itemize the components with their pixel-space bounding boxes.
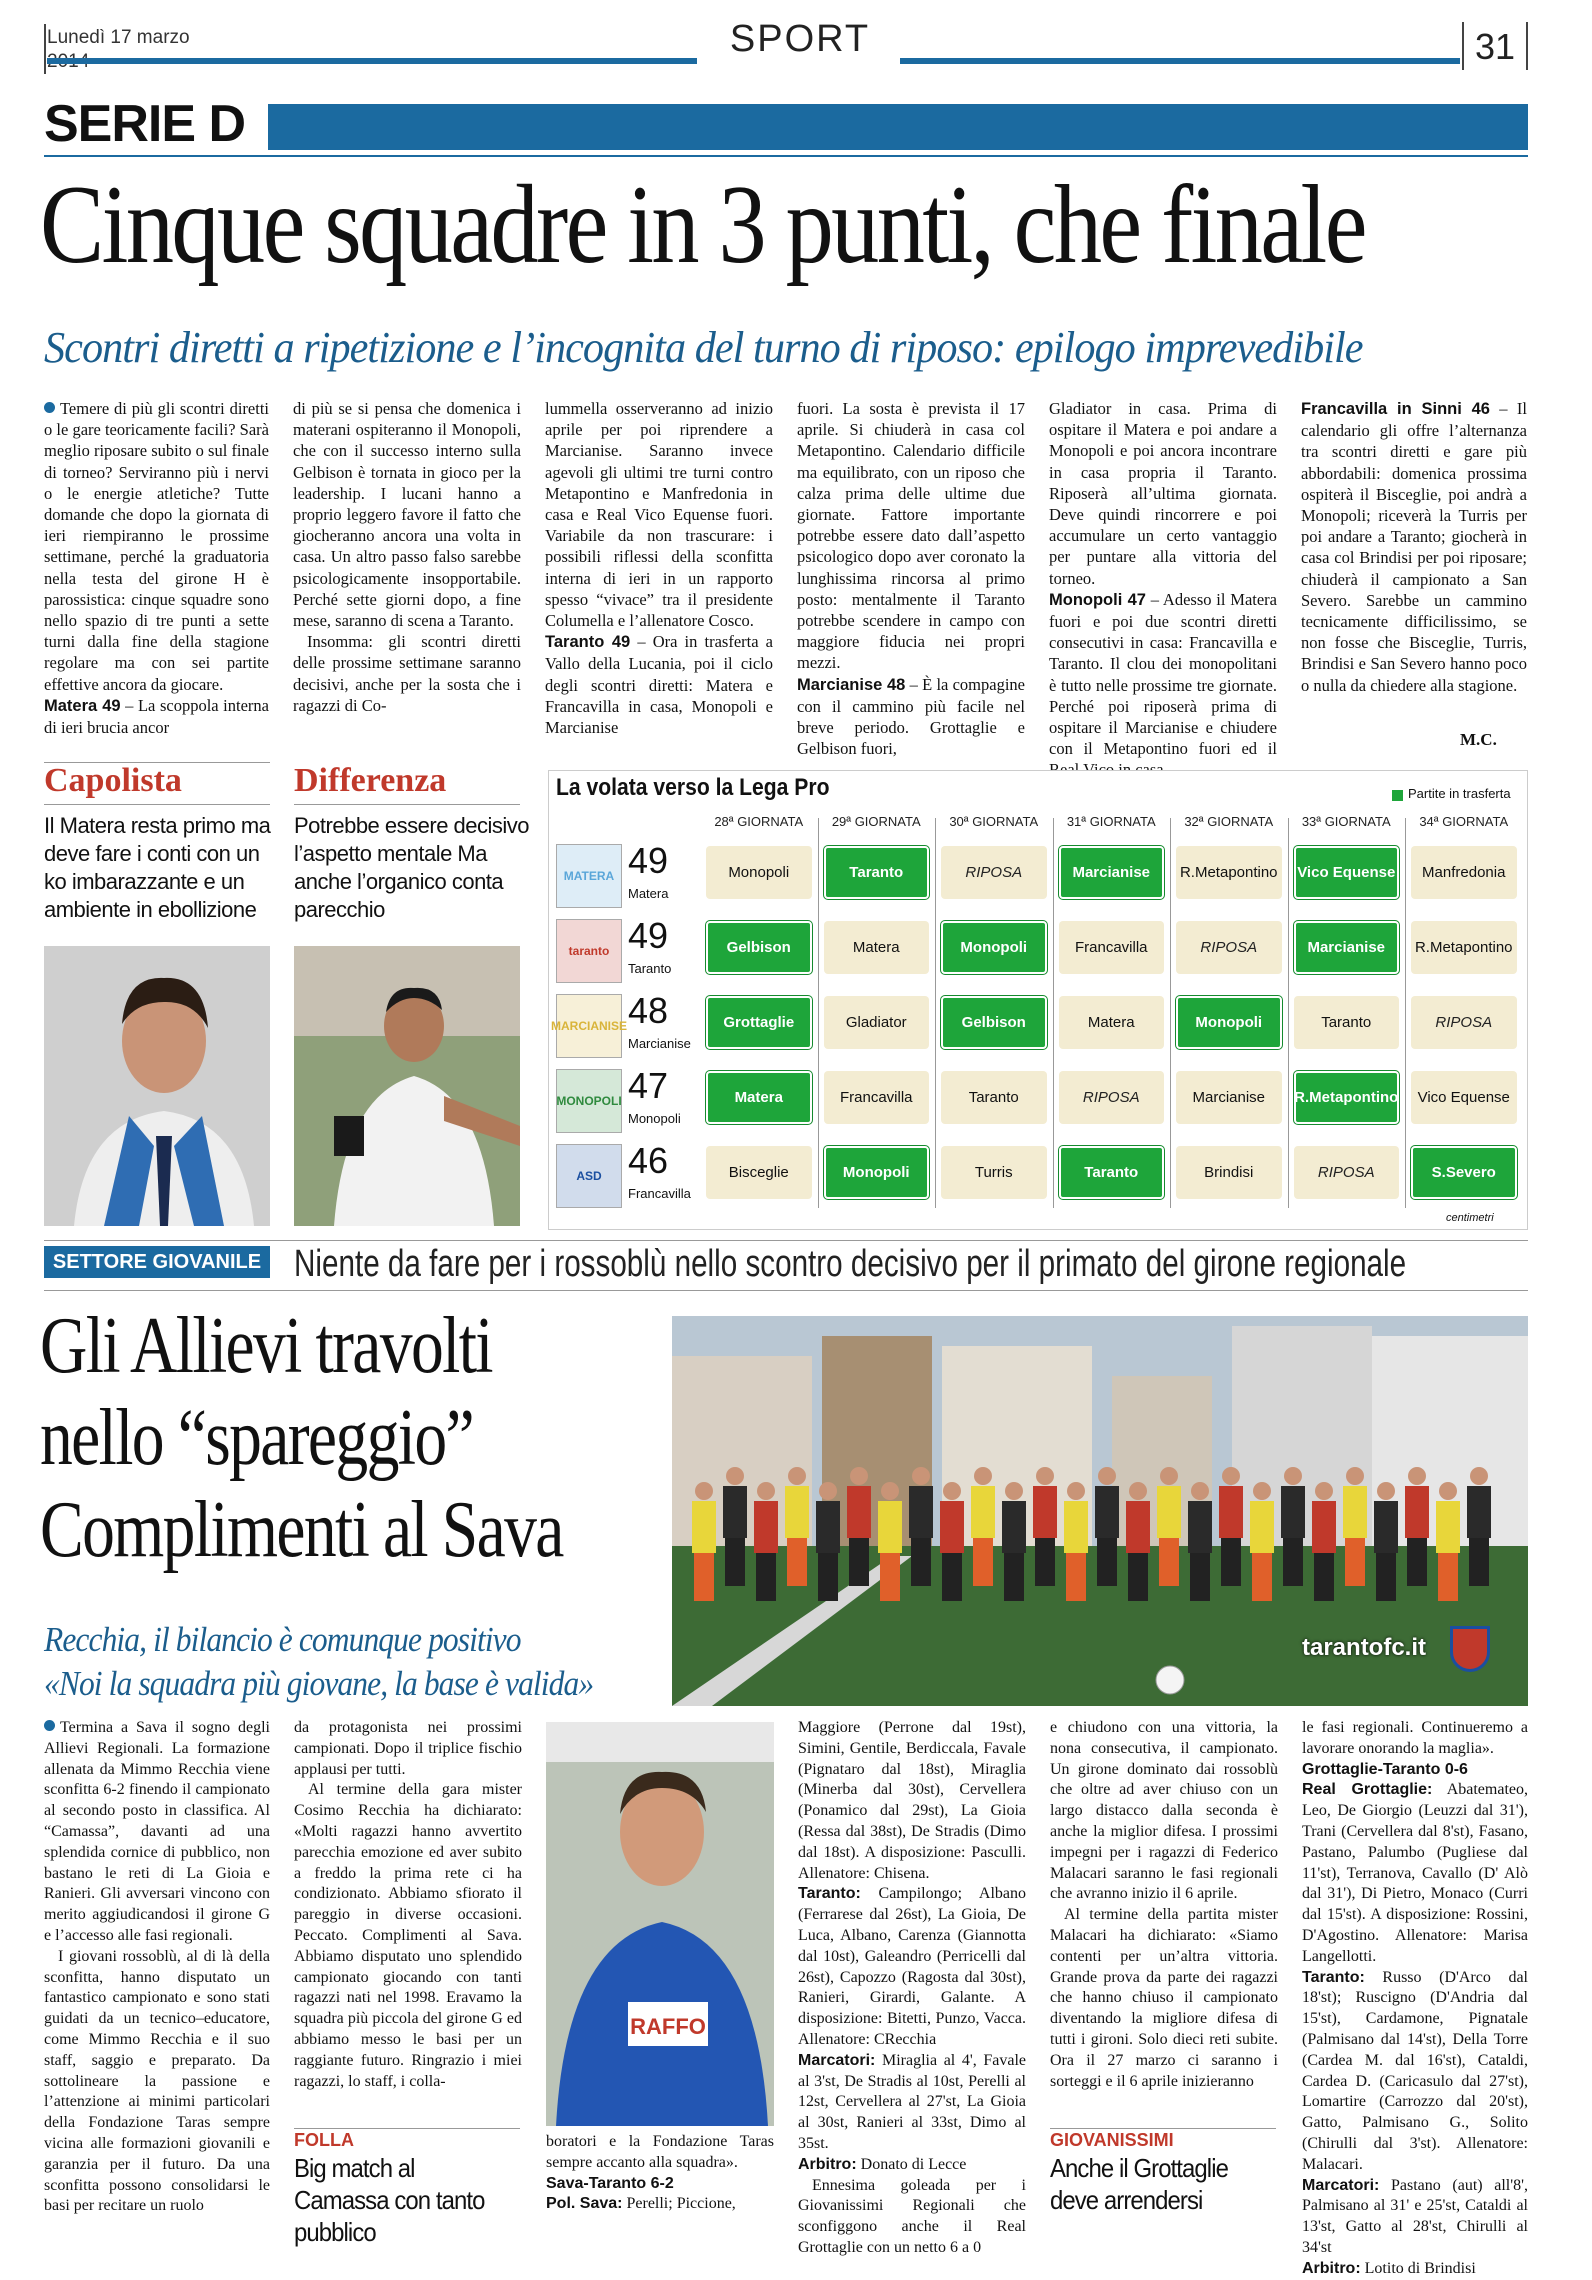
player-legs bbox=[818, 1553, 838, 1601]
section-title: SPORT bbox=[729, 18, 871, 60]
fixture-cell: RIPOSA bbox=[1059, 1071, 1165, 1124]
bullet-icon bbox=[44, 1720, 55, 1731]
side2-rule bbox=[294, 804, 520, 805]
player-head bbox=[1253, 1482, 1271, 1500]
player-figure bbox=[754, 1501, 778, 1553]
fixture-cell: Grottaglie bbox=[706, 996, 812, 1049]
player-figure bbox=[1436, 1501, 1460, 1553]
player-figure bbox=[909, 1486, 933, 1538]
giov-heading: Anche il Grottaglie deve arrendersi bbox=[1050, 2153, 1228, 2215]
player-figure bbox=[1157, 1486, 1181, 1538]
team-logo-icon: MARCIANISE bbox=[556, 994, 622, 1058]
header-left-bar bbox=[44, 24, 46, 74]
player-legs bbox=[1097, 1538, 1117, 1586]
player-head bbox=[1129, 1482, 1147, 1500]
youth-subheadline-line2: «Noi la squadra più giovane, la base è valida» bbox=[44, 1664, 594, 1703]
player-photo bbox=[294, 946, 520, 1226]
fixture-cell: R.Metapontino bbox=[1294, 1071, 1400, 1124]
player-head bbox=[1439, 1482, 1457, 1500]
giov-tag: GIOVANISSIMI bbox=[1050, 2130, 1174, 2150]
player-legs bbox=[1159, 1538, 1179, 1586]
column-divider bbox=[818, 818, 819, 1208]
player-head bbox=[1315, 1482, 1333, 1500]
team-points: 48 bbox=[628, 990, 669, 1031]
fixture-cell: Francavilla bbox=[824, 1071, 930, 1124]
fixture-cell: Monopoli bbox=[706, 846, 812, 899]
table-credit: centimetri bbox=[1446, 1212, 1494, 1224]
fixture-cell: Taranto bbox=[1059, 1146, 1165, 1199]
youth-kicker-rule bbox=[44, 1290, 1528, 1291]
youth-headline-line1: Gli Allievi travolti bbox=[40, 1302, 492, 1390]
player-legs bbox=[1190, 1553, 1210, 1601]
column-divider bbox=[935, 818, 936, 1208]
player-legs bbox=[942, 1553, 962, 1601]
rubric-serie-d: SERIE D bbox=[44, 95, 246, 153]
fixture-cell: Taranto bbox=[941, 1071, 1047, 1124]
article-column-4: fuori. La sosta è prevista il 17 aprile. Si chiuderà in casa col Metapontino. Calendario difficile ma equilibrato, con un riposo che calza prima delle ultime due giornate. Fattore importante potrebbe essere dato dall’aspetto psicologico dopo aver coronato la lunghissima rincorsa al primo posto: mentalmente il Taranto potrebbe scendere in campo con maggiore fiducia nei propri mezzi. Marcianise 48 – È la compagine con il cammino più facile nel breve periodo. Grottaglie e Gelbison fuori, bbox=[797, 399, 1025, 759]
player-figure bbox=[1095, 1486, 1119, 1538]
fixture-cell: S.Severo bbox=[1411, 1146, 1517, 1199]
player-head bbox=[757, 1482, 775, 1500]
player-figure bbox=[1002, 1501, 1026, 1553]
photo-credit: tarantofc.it bbox=[1302, 1634, 1427, 1661]
round-header: 28ª GIORNATA bbox=[714, 814, 804, 829]
player-head bbox=[1222, 1467, 1240, 1485]
fixture-cell: Turris bbox=[941, 1146, 1047, 1199]
youth-headline-line2: nello “spareggio” bbox=[40, 1394, 473, 1482]
round-header: 32ª GIORNATA bbox=[1184, 814, 1274, 829]
fixture-cell: Marcianise bbox=[1294, 921, 1400, 974]
fixture-cell: Matera bbox=[706, 1071, 812, 1124]
table-title: La volata verso la Lega Pro bbox=[556, 774, 830, 801]
fixture-cell: Gelbison bbox=[941, 996, 1047, 1049]
player-head bbox=[1005, 1482, 1023, 1500]
folla-heading: Big match al Camassa con tanto pubblico bbox=[294, 2153, 485, 2247]
fixture-cell: Bisceglie bbox=[706, 1146, 812, 1199]
player-figure bbox=[692, 1501, 716, 1553]
youth-column-2: da protagonista nei prossimi campionati. Dopo il triplice fischio applausi per tutti. Al termine della gara mister Cosimo Recchia ha dichiarato: «Molti ragazzi hanno avvertito parecchia emozione ed aver subito a freddo la prima rete ci ha condizionato. Abbiamo sfiorato il pareggio in diverse occasioni. Peccato. Complimenti al Sava. Abbiamo disputato uno splendido campionato giocando con tanti ragazzi nati nel 1998. Eravamo la squadra più piccola del girone G ed abbiamo messo le basi per un raggiante futuro. Ringrazio i miei ragazzi, lo staff, i colla- bbox=[294, 1719, 522, 2090]
fixture-cell: Gelbison bbox=[706, 921, 812, 974]
round-header: 33ª GIORNATA bbox=[1301, 814, 1391, 829]
team-photo bbox=[672, 1316, 1528, 1706]
article-column-5: Gladiator in casa. Prima di ospitare il Matera e poi andare a Monopoli e poi ancora incontrare in casa propria il Taranto. Riposerà all’ultima giornata. Deve quindi rincorrere e poi accumulare un certo vantaggio per puntare alla vittoria del torneo. Monopoli 47 – Adesso il Matera fuori e poi due scontri diretti consecutivi in casa: Francavilla e Taranto. Il clou dei monopolitani è tutto nelle prossime tre giornate. Perché poi riposerà prima di ospitare il Marcianise e chiudere con il Metapontino fuori ed il bbox=[1049, 399, 1277, 759]
fixture-cell: Monopoli bbox=[824, 1146, 930, 1199]
header-rule-left bbox=[47, 58, 697, 64]
subheadline: Scontri diretti a ripetizione e l’incognita del turno di riposo: epilogo imprevedibile bbox=[44, 323, 1363, 372]
team-name: Monopoli bbox=[628, 1111, 681, 1126]
rubric-underline bbox=[44, 155, 1528, 157]
player-figure bbox=[1250, 1501, 1274, 1553]
player-figure bbox=[1467, 1486, 1491, 1538]
article-column-3: lummella osserveranno ad inizio aprile per poi riprendere a Marcianise. Saranno invece agevoli gli ultimi tre turni contro Metapontino e Manfredonia in casa e Real Vico Equense fuori. Variabile da non trascurare: i possibili riflessi della sconfitta interna di ieri in un rapporto spesso “vivace” tra il presidente Columella e l’allenatore Cosco. Taranto 49 – Ora in trasferta a Vallo della Lucania, poi il ciclo degli scontri diretti: Matera e Francavilla in casa, Monopoli e Marcianise bbox=[545, 399, 774, 738]
player-figure bbox=[1033, 1486, 1057, 1538]
coach-photo bbox=[44, 946, 270, 1226]
fixture-cell: Marcianise bbox=[1176, 1071, 1282, 1124]
player-legs bbox=[973, 1538, 993, 1586]
column-divider bbox=[1405, 818, 1406, 1208]
player-head bbox=[943, 1482, 961, 1500]
player-legs bbox=[1407, 1538, 1427, 1586]
signature: M.C. bbox=[1460, 730, 1497, 749]
youth-column-6: le fasi regionali. Continueremo a lavorare onorando la maglia». Grottaglie-Taranto 0-6 Real Grottaglie: Abatemateo, Leo, De Giorgio (Leuzzi dal 31'), Trani (Cervellera dal 8'st), Fasano, Pastano, Palumbo (Pugliese dal 11'st), Terranova, Cavallo (D' Alò dal 31'), Di Pietro, Monaco (Curri dal 15'st). A disposizione: Rossini, D'Agostino. Allenatore: Marisa Langellotti. Taranto: Russo (D'Arco dal 18'st); Ruscigno (D'Andria dal 15'st), Cardamone, Pignatale (Palmisano dal 14'st), Della Torre (Cardea M. dal 16'st), Cataldi, Cardea D. (Caricasulo dal 27'st), Lomartire (Carrozzo dal 20'st), Gatto, Palmisano G., Solito (Chirulli dal 3'st). Allenatore: Malacari. Marcatori: Pastano (aut) all'8', Palmisano al 31' e 25'st, Cataldi al 13'st, Gatto al 28'st, Chirulli al 34'st Arbitro: Lotito di Brindisi bbox=[1302, 1719, 1528, 2277]
team-points: 49 bbox=[628, 915, 669, 956]
fixture-cell: Gladiator bbox=[824, 996, 930, 1049]
fixture-cell: Taranto bbox=[1294, 996, 1400, 1049]
player-figure bbox=[971, 1486, 995, 1538]
legend-label: Partite in trasferta bbox=[1408, 786, 1511, 801]
round-header: 31ª GIORNATA bbox=[1066, 814, 1156, 829]
player-figure bbox=[1064, 1501, 1088, 1553]
player-figure bbox=[878, 1501, 902, 1553]
header-date: Lunedì 17 marzo bbox=[47, 27, 190, 48]
player-figure bbox=[847, 1486, 871, 1538]
player-legs bbox=[1438, 1553, 1458, 1601]
fixture-cell: Brindisi bbox=[1176, 1146, 1282, 1199]
bullet-icon bbox=[44, 402, 55, 413]
player-legs bbox=[1283, 1538, 1303, 1586]
player-figure bbox=[940, 1501, 964, 1553]
player-figure bbox=[1219, 1486, 1243, 1538]
player-legs bbox=[1066, 1553, 1086, 1601]
side2-text: Potrebbe essere decisivo l’aspetto mentale Ma anche l’organico conta parecchio bbox=[294, 813, 530, 922]
player-head bbox=[912, 1467, 930, 1485]
team-name: Taranto bbox=[628, 961, 672, 976]
player-figure bbox=[1374, 1501, 1398, 1553]
folla-tag: FOLLA bbox=[294, 2130, 354, 2150]
round-header: 30ª GIORNATA bbox=[949, 814, 1039, 829]
fixture-cell: Marcianise bbox=[1059, 846, 1165, 899]
player-head bbox=[1346, 1467, 1364, 1485]
youth-subheadline bbox=[44, 1618, 620, 1706]
player-figure bbox=[1405, 1486, 1429, 1538]
headline: Cinque squadre in 3 punti, che finale bbox=[40, 163, 1365, 287]
giov-rule bbox=[1050, 2128, 1276, 2129]
fixture-cell: Monopoli bbox=[941, 921, 1047, 974]
player-head bbox=[1067, 1482, 1085, 1500]
player-figure bbox=[816, 1501, 840, 1553]
fixture-cell: RIPOSA bbox=[1411, 996, 1517, 1049]
team-logo-icon: ASD bbox=[556, 1144, 622, 1208]
article-column-1: Temere di più gli scontri diretti o le gare teoricamente facili? Sarà meglio riposare subito o sul finale di torneo? Serviranno più i nervi o le energie atletiche? Tutte domande che dopo la giornata di ieri riempiranno le prossime settimane, perché la graduatoria nella testa del girone H è parossistica: cinque squadre sono nello spazio di tre punti a sette turni dalla fine della stagione regolare ma con sei partite effettive ancora da giocare. Matera 49 – La scoppola interna di ieri brucia ancor bbox=[44, 399, 269, 738]
player-legs bbox=[1345, 1538, 1365, 1586]
youth-subheadline-line1: Recchia, il bilancio è comunque positivo bbox=[44, 1620, 521, 1659]
youth-column-1: Termina a Sava il sogno degli Allievi Regionali. La formazione allenata da Mimmo Recchia viene sconfitta 6-2 finendo il campionato al secondo posto in classifica. Al “Camassa”, davanti ad una splendida cornice di pubblico, non bastano le reti di La Gioia e Ranieri. Gli avversari vincono con merito aggiudicandosi il girone G e l’accesso alle fasi regionali. I giovani rossoblù, al di là della sconfitta, hanno disputato un fantastico campionato e sono stati guidati da un tecnico–educatore, come Mimmo Recchia e il suo staff, saggio e preparato. Da sottolineare la passione e l’attenzione ai minimi particolari della Fondazione Taras sempre vicina alle formazioni giovanili e garanzia per il futuro. Da una sconfitta possono consolidarsi le basi per recitare un ruolo bbox=[44, 1719, 270, 2215]
player-legs bbox=[1376, 1553, 1396, 1601]
player-legs bbox=[694, 1553, 714, 1601]
fixture-cell: RIPOSA bbox=[1176, 921, 1282, 974]
player-head bbox=[881, 1482, 899, 1500]
youth-kicker: Niente da fare per i rossoblù nello scontro decisivo per il primato del girone regionale bbox=[294, 1243, 1407, 1285]
player-figure bbox=[723, 1486, 747, 1538]
side2-heading: Differenza bbox=[294, 762, 447, 799]
fixture-cell: Vico Equense bbox=[1294, 846, 1400, 899]
round-header: 29ª GIORNATA bbox=[831, 814, 921, 829]
player-legs bbox=[1035, 1538, 1055, 1586]
team-logo-icon: MONOPOLI bbox=[556, 1069, 622, 1133]
player-head bbox=[788, 1467, 806, 1485]
player-legs bbox=[725, 1538, 745, 1586]
player-legs bbox=[756, 1553, 776, 1601]
player-figure bbox=[785, 1486, 809, 1538]
player-figure bbox=[1281, 1486, 1305, 1538]
side1-rule bbox=[44, 804, 270, 805]
fixture-cell: Taranto bbox=[824, 846, 930, 899]
player-head bbox=[1470, 1467, 1488, 1485]
column-divider bbox=[1053, 818, 1054, 1208]
player-legs bbox=[1128, 1553, 1148, 1601]
side1-heading: Capolista bbox=[44, 762, 182, 799]
article-column-2: di più se si pensa che domenica i materani ospiteranno il Monopoli, che con il successo interno sulla Gelbison è tornata in gioco per la leadership. I lucani hanno a proprio leggero favore il fatto che giocheranno ancora una volta in casa. Un altro passo falso sarebbe psicologicamente insopportabile. Perché sette giorni dopo, a fine mese, saranno di scena a Taranto. Insomma: gli scontri diretti delle prossime settimane saranno decisivi, anche per la sosta che i ragazzi di Co- bbox=[293, 399, 521, 715]
fixture-cell: Francavilla bbox=[1059, 921, 1165, 974]
fixture-cell: R.Metapontino bbox=[1411, 921, 1517, 974]
player-figure bbox=[1188, 1501, 1212, 1553]
rubric-bar bbox=[268, 104, 1528, 150]
fixture-cell: Matera bbox=[1059, 996, 1165, 1049]
team-points: 46 bbox=[628, 1140, 669, 1181]
coach-recchia-photo bbox=[546, 1722, 774, 2126]
youth-column-5: e chiudono con una vittoria, la nona consecutiva, il campionato. Un girone dominato dai rossoblù che oltre ad aver chiuso con un largo distacco dalla seconda è anche la miglior difesa. I prossimi impegni per i ragazzi di Federico Malacari saranno le fasi regionali che avranno inizio il 6 aprile. Al termine della partita mister Malacari ha dichiarato: «Siamo contenti per un’altra vittoria. Grande prova da parte dei ragazzi che hanno chiuso il campionato diventando la migliore difesa di tutti i gironi. Solo dieci reti subite. Ora il 27 marzo ci saranno i sorteggi e il 6 aprile inizieranno bbox=[1050, 1719, 1278, 2090]
player-head bbox=[695, 1482, 713, 1500]
player-head bbox=[1377, 1482, 1395, 1500]
taranto-crest-icon bbox=[1450, 1626, 1490, 1672]
youth-headline-line3: Complimenti al Sava bbox=[40, 1486, 563, 1574]
player-head bbox=[850, 1467, 868, 1485]
fixture-cell: R.Metapontino bbox=[1176, 846, 1282, 899]
player-figure bbox=[1126, 1501, 1150, 1553]
player-head bbox=[1408, 1467, 1426, 1485]
player-head bbox=[1036, 1467, 1054, 1485]
fixture-cell: Matera bbox=[824, 921, 930, 974]
team-points: 49 bbox=[628, 840, 669, 881]
fixture-cell: Manfredonia bbox=[1411, 846, 1517, 899]
player-legs bbox=[1314, 1553, 1334, 1601]
youth-headline bbox=[40, 1300, 563, 1576]
team-logo-icon: MATERA bbox=[556, 844, 622, 908]
team-name: Matera bbox=[628, 886, 669, 901]
team-name: Marcianise bbox=[628, 1036, 691, 1051]
folla-rule bbox=[294, 2128, 520, 2129]
page-number: 31 bbox=[1474, 26, 1516, 67]
player-legs bbox=[849, 1538, 869, 1586]
article-column-6: Francavilla in Sinni 46 – Il calendario gli offre l’alternanza tra scontri diretti e gare più abbordabili: domenica prossima ospiterà il Bisceglie, poi andrà a Monopoli; riceverà la Turris per poi andare a Taranto; giocherà in casa col Brindisi per poi riposare; chiuderà il campionato a San Severo. Sarebbe un cammino tecnicamente difficilissimo, se non fosse che Bisceglie, Turris, Brindisi e San Severo hanno poco o nulla da chiedere alla stagione. bbox=[1301, 399, 1527, 695]
player-legs bbox=[911, 1538, 931, 1586]
player-head bbox=[1160, 1467, 1178, 1485]
youth-column-3: boratori e la Fondazione Taras sempre accanto alla squadra». Sava-Taranto 6-2 Pol. Sava: Perelli; Piccione, bbox=[546, 2133, 774, 2213]
player-figure bbox=[1343, 1486, 1367, 1538]
player-figure bbox=[1312, 1501, 1336, 1553]
player-head bbox=[1191, 1482, 1209, 1500]
player-head bbox=[1098, 1467, 1116, 1485]
legend-swatch bbox=[1392, 790, 1403, 801]
svg-text:RAFFO: RAFFO bbox=[630, 2014, 706, 2039]
side1-text: Il Matera resta primo ma deve fare i conti con un ko imbarazzante e un ambiente in ebollizione bbox=[44, 813, 271, 922]
player-legs bbox=[1221, 1538, 1241, 1586]
player-legs bbox=[1252, 1553, 1272, 1601]
fixture-cell: RIPOSA bbox=[941, 846, 1047, 899]
player-head bbox=[819, 1482, 837, 1500]
team-logo-icon: taranto bbox=[556, 919, 622, 983]
player-legs bbox=[1004, 1553, 1024, 1601]
player-head bbox=[974, 1467, 992, 1485]
team-name: Francavilla bbox=[628, 1186, 691, 1201]
youth-tag: SETTORE GIOVANILE bbox=[44, 1246, 270, 1278]
team-points: 47 bbox=[628, 1065, 669, 1106]
youth-column-4: Maggiore (Perrone dal 19st), Simini, Gentile, Berdiccala, Favale (Pignataro dal 18st), Miraglia (Minerba dal 30st), Cervellera (Ponamico dal 29st), La Gioia (Ressa dal 38st), De Stradis (Dimo dal 18st). A disposizione: Pasculli. Allenatore: Chisena. Taranto: Campilongo; Albano (Ferrarese dal 26st), La Gioia, De Luca, Albano, Carenza (Giannotta dal 10st), Galeandro (Perricelli dal 26st), Capozzo (Ragosta dal 30st), Ranieri, Girardi, Galante. A disposizione: Bitetti, Punzo, Vacca. Allenatore: CRecchia Marcatori: Miraglia al 4', Favale al 3'st, De Stradis al 10st, Perelli al 12st, Cervellera al 27'st, La Gioia al 30st, Ranieri al 33st, Dimo al 35st. Arbitro: Donato di Lecce Ennesima goleada per i Giovanissimi Regionali che sconfiggono anche il Real Grottaglie con un netto 6 a 0 bbox=[798, 1719, 1026, 2256]
player-head bbox=[726, 1467, 744, 1485]
column-divider bbox=[1170, 818, 1171, 1208]
player-head bbox=[1284, 1467, 1302, 1485]
fixture-cell: Vico Equense bbox=[1411, 1071, 1517, 1124]
player-legs bbox=[880, 1553, 900, 1601]
fixture-cell: RIPOSA bbox=[1294, 1146, 1400, 1199]
fixture-cell: Monopoli bbox=[1176, 996, 1282, 1049]
round-header: 34ª GIORNATA bbox=[1419, 814, 1509, 829]
column-divider bbox=[1288, 818, 1289, 1208]
player-legs bbox=[1469, 1538, 1489, 1586]
player-legs bbox=[787, 1538, 807, 1586]
header-rule-right bbox=[900, 58, 1460, 64]
